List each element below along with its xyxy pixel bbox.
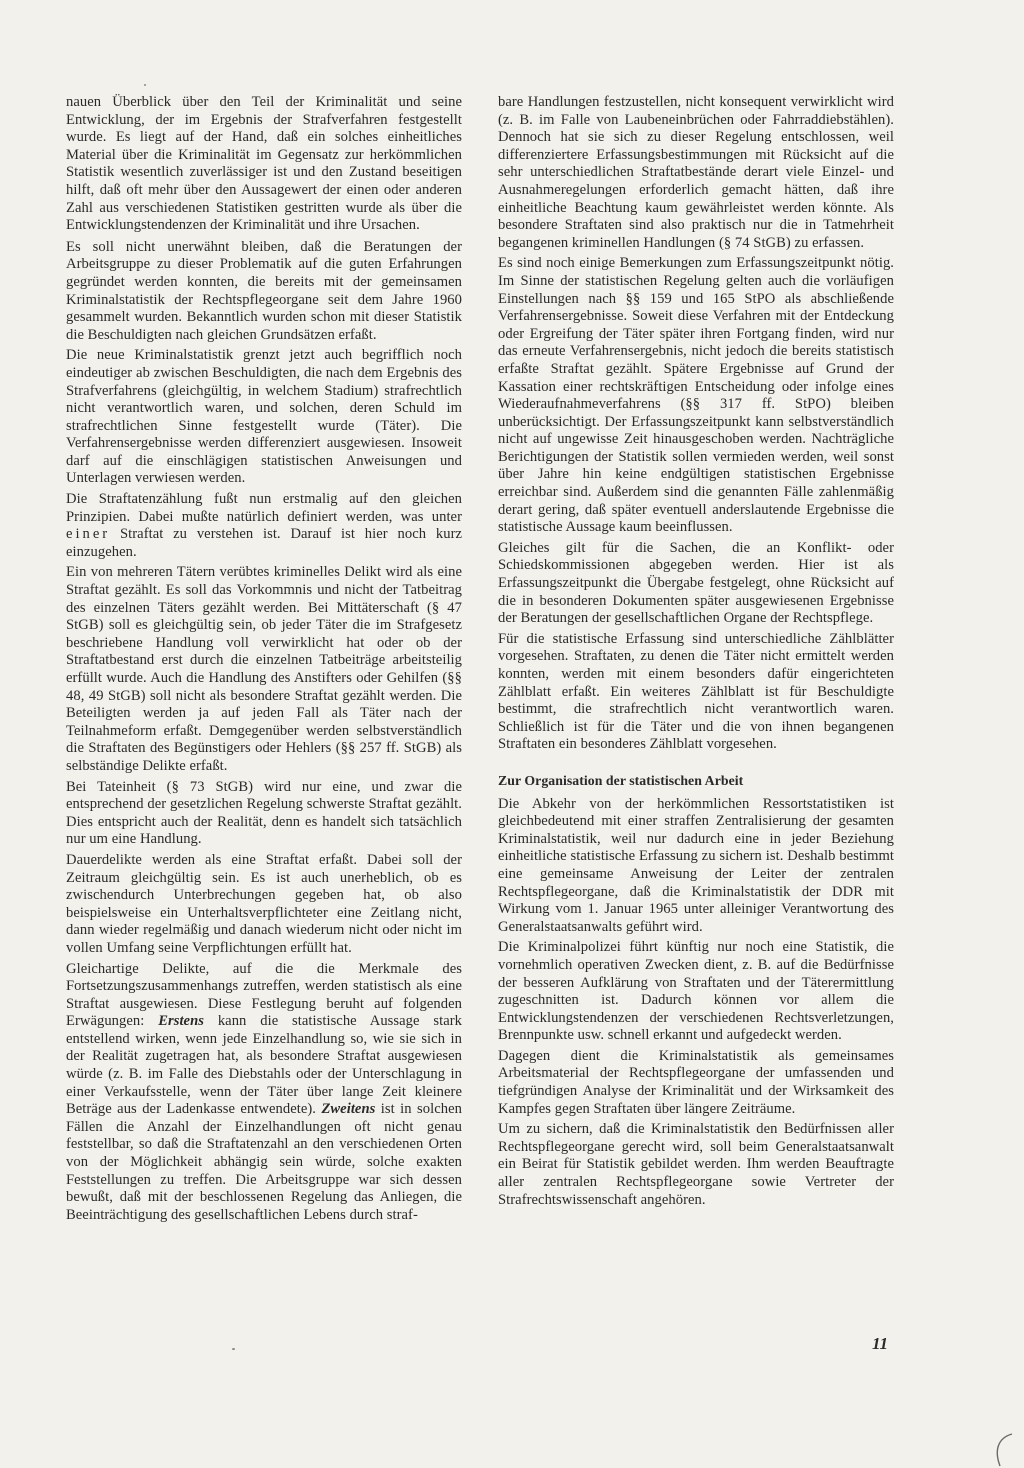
paragraph: Für die statistische Erfassung sind unterschiedliche Zählblätter vorgesehen. Straftaten, zu denen die Täter nicht ermittelt werden konnten, werden mit einem besonders dafür eingerichteten Zählblatt erfaßt. Ein weiteres Zählblatt ist für Beschuldigte bestimmt, die strafrechtlich nicht verantwortlich waren. Schließlich ist für die Täter und die von ihnen begangenen Straftaten ein besonderes Zählblatt vorgesehen. [498, 630, 894, 753]
emphasized-word: Zweitens [321, 1101, 376, 1118]
paragraph: Gleiches gilt für die Sachen, die an Konflikt- oder Schiedskommissionen abgegeben werden. Hier ist als Erfassungszeitpunkt die Übergabe festgelegt, ohne Rücksicht auf die in besonderen Dokumenten später ausgewiesenen Ergebnisse der Beratungen der gesellschaftlichen Organe der Rechtspflege. [498, 539, 894, 627]
text-run: kann die statistische Aussage stark entstellend wirken, wenn jede Einzelhandlung so, wie sie sich in der Realität zugetragen hat, als besondere Straftat ausgewiesen würde (z. B. im Falle des Diebstahls oder der Unterschlagung in einer Verkaufsstelle, wenn der Täter über lange Zeit kleinere Beträge aus der Ladenkasse entwendete). [66, 1013, 462, 1118]
paragraph: Um zu sichern, daß die Kriminalstatistik den Bedürfnissen aller Rechtspflegeorgane gerecht wird, soll beim Generalstaatsanwalt ein Beirat für Statistik gebildet werden. Ihm werden Beauftragte aller zentralen Rechtspflegeorgane sowie Vertreter der Strafrechtswissenschaft angehören. [498, 1121, 894, 1208]
text-run: Gleichartige Delikte, auf die die Merkmale des Fortsetzungszusammenhangs zutreffen, werden statistisch als eine Straftat ausgewiesen. Diese Festlegung beruht auf folgenden Erwägungen: [66, 960, 462, 1030]
section-heading: Zur Organisation der statistischen Arbeit [498, 772, 744, 788]
paragraph: Ein von mehreren Tätern verübtes kriminelles Delikt wird als eine Straftat gezählt. Es soll das Vorkommnis und nicht der Tatbeitrag des einzelnen Täters gezählt werden. Bei Mittäterschaft (§ 47 StGB) soll es gleichgültig sein, ob jeder Täter die im Strafgesetz beschriebene Handlung voll verwirklicht hat oder ob der Straftatbestand erst durch die einzelnen Tatbeiträge arbeitsteilig erfüllt wurde. Auch die Handlung des Anstifters oder Gehilfen (§§ 48, 49 StGB) soll nicht als besondere Straftat gezählt werden. Die Beteiligten werden ja auf jeden Fall als Täter nach der Teilnahmeform erfaßt. Demgegenüber werden selbstverständlich die Straftaten des Begünstigers oder Hehlers (§§ 257 ff. StGB) als selbständige Delikte erfaßt. [66, 564, 462, 774]
page-corner-mark [964, 1388, 1024, 1468]
scan-speck [232, 1348, 235, 1350]
paragraph: Es sind noch einige Bemerkungen zum Erfassungszeitpunkt nötig. Im Sinne der statistischen Regelung gelten auch die vorläufigen Einstellungen nach §§ 159 und 165 StPO als abschließende Verfahrensergebnisse. Soweit diese Verfahren mit der Entdeckung oder Ergreifung der Täter später ihren Fortgang finden, wird nur das erneute Verfahrensergebnis, nicht jedoch die bereits statistisch erfaßte Straftat gezählt. Spätere Ergebnisse auf Grund der Kassation einer rechtskräftigen Entscheidung oder infolge eines Wiederaufnahmeverfahrens (§§ 317 ff. StPO) bleiben unberücksichtigt. Der Erfassungszeitpunkt kann selbstverständlich nicht auf ungewisse Zeit hinausgeschoben werden. Nachträgliche Berichtigungen der Statistik sollen vermieden werden, weil sonst über Jahre hin keine endgültigen statistischen Ergebnisse erreichbar sind. Außerdem sind die genannten Fälle zahlenmäßig derart gering, daß später eventuell anderslautende Ergebnisse die statistische Aussage kaum beeinflussen. [498, 255, 894, 536]
paragraph: Dauerdelikte werden als eine Straftat erfaßt. Dabei soll der Zeitraum gleichgültig sein. Es ist auch unerheblich, ob es zwischendurch Unterbrechungen gegeben hat, ob also beispielsweise ein Unterhaltsverpflichteter eine Zeitlang nicht, dann wieder regelmäßig und danach wiederum nicht oder nicht im vollen Umfang seine Verpflichtungen erfüllt hat. [66, 851, 462, 956]
paragraph: nauen Überblick über den Teil der Kriminalität und seine Entwicklung, der im Ergebnis der Strafverfahren festgestellt wurde. Es liegt auf der Hand, daß ein solches einheitliches Material über die Kriminalität im Gegensatz zur herkömmlichen Statistik wesentlich zuverlässiger ist und den Zustand beseitigen hilft, daß oft mehr über den Aussagewert der einen oder anderen Zahl aus verschiedenen Statistiken gestritten wurde als über die Entwicklungstendenzen der Kriminalität und ihre Ursachen. [66, 94, 462, 234]
page-number: 11 [872, 1334, 889, 1353]
paragraph: Dagegen dient die Kriminalstatistik als gemeinsames Arbeitsmaterial der Rechtspflegeorgane der umfassenden und tiefgründigen Analyse der Kriminalität und der Wirksamkeit des Kampfes gegen Straftaten über längere Zeiträume. [498, 1047, 894, 1117]
scan-speck [144, 84, 146, 86]
right-column [498, 94, 894, 1212]
text-run: ist in solchen Fällen die Anzahl der Einzelhandlungen oft nicht genau feststellbar, so daß die Straftatenzahl an den verschiedenen Orten von der Möglichkeit abhängig sein würde, solche exakten Feststellungen zu treffen. Die Arbeitsgruppe war sich dessen bewußt, daß mit der beschlossenen Regelung das Anliegen, die Beeinträchtigung des gesellschaftlichen Lebens durch straf- [66, 1101, 462, 1223]
text-run: Straftat zu verstehen ist. Darauf ist hier noch kurz einzugehen. [66, 526, 463, 560]
paragraph: Bei Tateinheit (§ 73 StGB) wird nur eine, und zwar die entsprechend der gesetzlichen Regelung schwerste Straftat gezählt. Dies entspricht auch der Realität, denn es handelt sich tatsächlich nur um eine Handlung. [66, 778, 462, 848]
paragraph: Es soll nicht unerwähnt bleiben, daß die Beratungen der Arbeitsgruppe zu dieser Problematik auf die guten Erfahrungen gegründet werden konnten, die bereits mit der gemeinsamen Kriminalstatistik der Rechtspflegeorgane seit dem Jahre 1960 gesammelt wurden. Bekanntlich wurden schon mit dieser Statistik die Beschuldigten nach gleichen Grundsätzen erfaßt. [66, 238, 462, 343]
emphasized-word: Erstens [158, 1013, 204, 1030]
paragraph: Die Kriminalpolizei führt künftig nur noch eine Statistik, die vornehmlich operativen Zwecken dient, z. B. auf die Bedürfnisse der besseren Aufklärung von Straftaten und der Täterermittlung zugeschnitten ist. Dadurch können vor allem die Entwicklungstendenzen der verschiedenen Rechtsverletzungen, Brennpunkte usw. schnell erkannt und aufgedeckt werden. [498, 939, 894, 1044]
text-run: Die Straftatenzählung fußt nun erstmalig auf den gleichen Prinzipien. Dabei mußte natürlich definiert werden, was unter [66, 491, 462, 525]
left-column [66, 94, 462, 1227]
paragraph: Die neue Kriminalstatistik grenzt jetzt auch begrifflich noch eindeutiger ab zwischen Beschuldigten, die nach dem Ergebnis des Strafverfahrens (gleichgültig, in welchem Stadium) strafrechtlich nicht verantwortlich waren, und solchen, deren Schuld im strafrechtlichen Sinne festgestellt wurde (Täter). Die Verfahrensergebnisse werden differenziert ausgewiesen. Insoweit darf auf die einschlägigen statistischen Anweisungen und Unterlagen verwiesen werden. [66, 347, 462, 487]
paragraph [66, 961, 462, 1225]
paragraph [66, 491, 462, 561]
paragraph: bare Handlungen festzustellen, nicht konsequent verwirklicht wird (z. B. im Falle von Laubeneinbrüchen oder Fahrraddiebstählen). Dennoch hat sie sich zu dieser Regelung entschlossen, weil differenziertere Erfassungsbestimmungen mit Rücksicht auf die sehr unterschiedlichen Straftatbestände derart viele Einzel- und Ausnahmeregelungen erforderlich gemacht hätten, daß ihre einheitliche Beachtung kaum gewährleistet werden könnte. Als besondere Straftaten sind also praktisch nur die in Tatmehrheit begangenen kriminellen Handlungen (§ 74 StGB) zu erfassen. [498, 94, 894, 251]
paragraph: Die Abkehr von der herkömmlichen Ressortstatistiken ist gleichbedeutend mit einer straffen Zentralisierung der gesamten Kriminalstatistik, weil nur dadurch eine in jeder Beziehung einheitliche statistische Erfassung zu sichern ist. Deshalb bestimmt eine gemeinsame Anweisung der Leiter der zentralen Rechtspflegeorgane, daß die Kriminalstatistik der DDR mit Wirkung vom 1. Januar 1965 unter alleiniger Verantwortung des Generalstaatsanwalts geführt wird. [498, 795, 894, 935]
emphasized-word: einer [66, 526, 111, 543]
